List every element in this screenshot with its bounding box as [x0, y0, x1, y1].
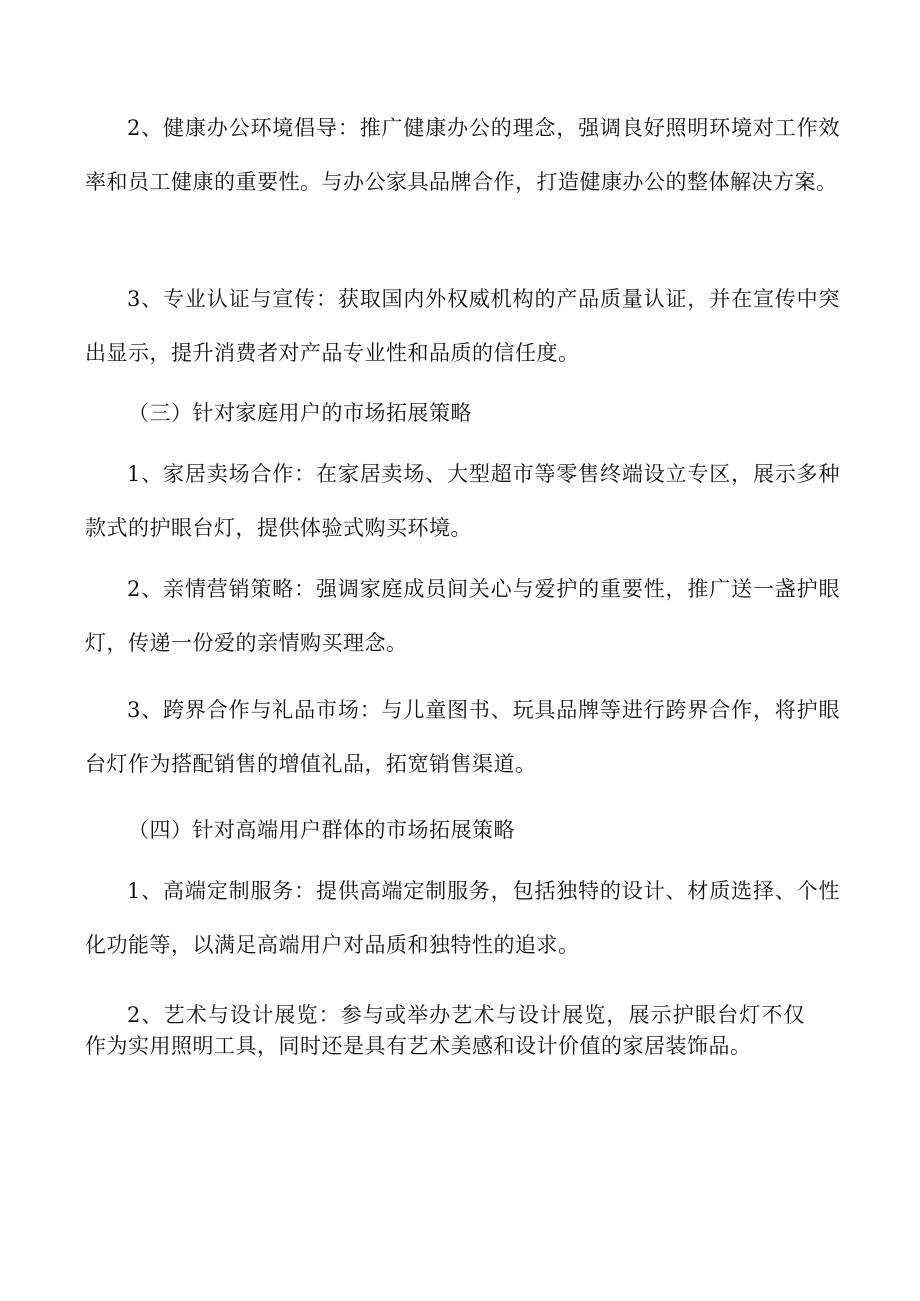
section-heading-premium-users: （四）针对高端用户群体的市场拓展策略 [128, 818, 515, 842]
section-heading-home-users: （三）针对家庭用户的市场拓展策略 [128, 401, 472, 425]
paragraph-art-exhibition: 2、艺术与设计展览：参与或举办艺术与设计展览，展示护眼台灯不仅作为实用照明工具，同时还是具有艺术美感和设计价值的家居装饰品。 [85, 1003, 805, 1058]
paragraph-certification: 3、专业认证与宣传：获取国内外权威机构的产品质量认证，并在宣传中突出显示，提升消费者对产品专业性和品质的信任度。 [85, 287, 840, 365]
paragraph-crossover-gifts: 3、跨界合作与礼品市场：与儿童图书、玩具品牌等进行跨界合作，将护眼台灯作为搭配销售的增值礼品，拓宽销售渠道。 [85, 698, 840, 776]
paragraph-home-store: 1、家居卖场合作：在家居卖场、大型超市等零售终端设立专区，展示多种款式的护眼台灯，提供体验式购买环境。 [85, 462, 840, 540]
paragraph-custom-service: 1、高端定制服务：提供高端定制服务，包括独特的设计、材质选择、个性化功能等，以满足高端用户对品质和独特性的追求。 [85, 879, 840, 957]
paragraph-healthy-office: 2、健康办公环境倡导：推广健康办公的理念，强调良好照明环境对工作效率和员工健康的重要性。与办公家具品牌合作，打造健康办公的整体解决方案。 [85, 116, 840, 194]
paragraph-family-marketing: 2、亲情营销策略：强调家庭成员间关心与爱护的重要性，推广送一盏护眼灯，传递一份爱的亲情购买理念。 [85, 577, 840, 655]
